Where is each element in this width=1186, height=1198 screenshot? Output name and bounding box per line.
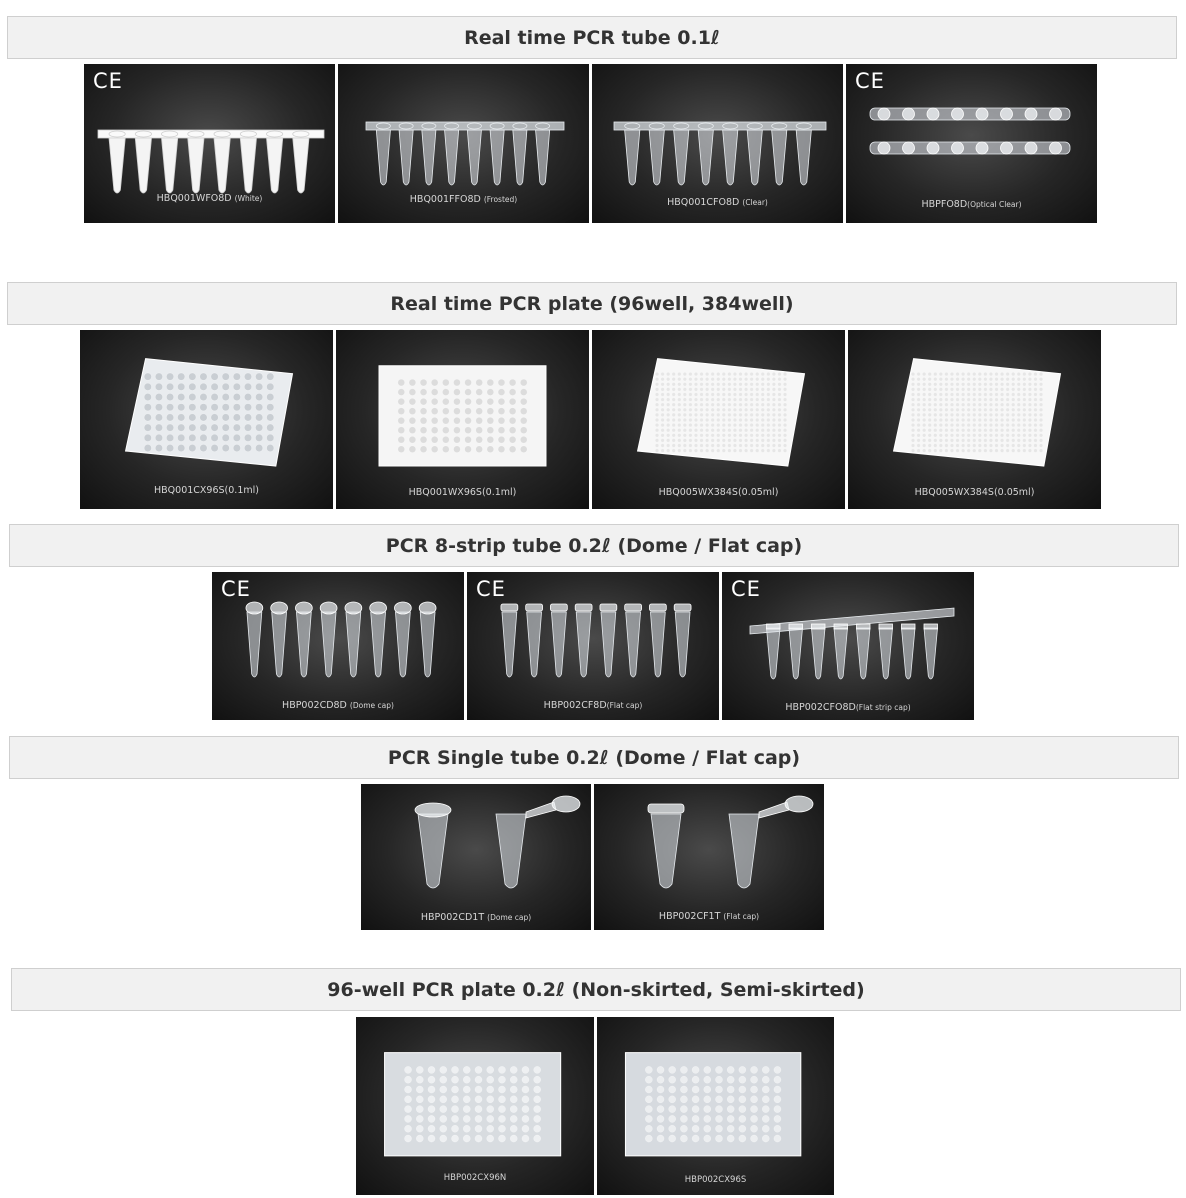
product-code: HBP002CD1T [420, 912, 485, 923]
white-384-well-plate-image [848, 330, 1101, 509]
product-caption [597, 1175, 834, 1185]
product-code: HBQ001WX96S [408, 487, 482, 498]
white-96-well-plate-image [336, 330, 589, 509]
product-tile-optical-cap-strips[interactable] [846, 64, 1097, 223]
product-tile-white-384-plate-a[interactable] [592, 330, 845, 509]
product-variant: (Flat strip cap) [855, 703, 911, 712]
product-caption [212, 700, 464, 711]
product-tile-white-96-plate[interactable] [336, 330, 589, 509]
product-code: HBQ005WX384S [914, 487, 994, 498]
product-tile-flat-cap-single[interactable] [594, 784, 824, 930]
flat-cap-single-tube-image [594, 784, 824, 930]
section-header-single-tube: PCR Single tube 0.2ℓ (Dome / Flat cap) [9, 736, 1179, 779]
product-variant: (Flat cap) [606, 701, 643, 710]
product-variant: (0.1ml) [481, 487, 517, 498]
non-skirted-96-well-plate-image [356, 1017, 594, 1195]
product-code: HBP002CF8D [543, 700, 607, 711]
section-header-96-well-plate: 96-well PCR plate 0.2ℓ (Non-skirted, Semi-skirted) [11, 968, 1181, 1011]
product-code: HBQ005WX384S [658, 487, 738, 498]
product-tile-flat-strip-cap[interactable] [722, 572, 974, 720]
ce-mark-icon: CE [476, 577, 506, 601]
product-caption [467, 700, 719, 711]
product-tile-dome-cap-strip[interactable] [212, 572, 464, 720]
product-caption [846, 199, 1097, 210]
ce-mark-icon: CE [221, 577, 251, 601]
product-variant: (0.1ml) [224, 485, 259, 496]
product-variant: (Dome cap) [349, 701, 394, 710]
product-caption [361, 912, 591, 923]
product-variant: (White) [234, 194, 263, 203]
product-caption [594, 911, 824, 922]
product-tile-frosted-strip-tube[interactable] [338, 64, 589, 223]
product-code: HBP002CD8D [282, 700, 347, 711]
product-tile-white-strip-tube[interactable] [84, 64, 335, 223]
product-variant: (Flat cap) [723, 912, 760, 921]
product-caption [356, 1173, 594, 1183]
ce-mark-icon: CE [731, 577, 761, 601]
product-variant: (0.05ml) [737, 487, 779, 498]
section-header-8-strip-tube: PCR 8-strip tube 0.2ℓ (Dome / Flat cap) [9, 524, 1179, 567]
product-tile-semi-skirted-plate[interactable] [597, 1017, 834, 1195]
product-variant: (0.05ml) [993, 487, 1035, 498]
product-caption [80, 485, 333, 496]
product-code: HBP002CX96S [684, 1175, 747, 1185]
section-header-realtime-pcr-tube: Real time PCR tube 0.1ℓ [7, 16, 1177, 59]
product-tile-white-384-plate-b[interactable] [848, 330, 1101, 509]
ce-mark-icon: CE [93, 69, 123, 93]
product-caption [722, 702, 974, 713]
product-code: HBPFO8D [921, 199, 968, 210]
product-tile-flat-cap-strip[interactable] [467, 572, 719, 720]
product-tile-clear-96-plate[interactable] [80, 330, 333, 509]
product-caption [848, 487, 1101, 498]
product-caption [336, 487, 589, 498]
product-caption [592, 487, 845, 498]
white-384-well-plate-image [592, 330, 845, 509]
product-tile-dome-cap-single[interactable] [361, 784, 591, 930]
semi-skirted-96-well-plate-image [597, 1017, 834, 1195]
product-variant: (Optical Clear) [967, 200, 1022, 209]
product-variant: (Dome cap) [487, 913, 532, 922]
product-code: HBQ001CFO8D [667, 197, 740, 208]
product-variant: (Clear) [742, 198, 768, 207]
product-variant: (Frosted) [483, 195, 518, 204]
product-caption [84, 193, 335, 204]
product-code: HBP002CFO8D [785, 702, 856, 713]
ce-mark-icon: CE [855, 69, 885, 93]
product-code: HBP002CX96N [443, 1173, 507, 1183]
section-header-realtime-pcr-plate: Real time PCR plate (96well, 384well) [7, 282, 1177, 325]
dome-cap-single-tube-image [361, 784, 591, 930]
product-code: HBQ001FFO8D [409, 194, 481, 205]
clear-96-well-plate-image [80, 330, 333, 509]
product-code: HBP002CF1T [658, 911, 721, 922]
product-tile-non-skirted-plate[interactable] [356, 1017, 594, 1195]
product-caption [592, 197, 843, 208]
product-tile-clear-strip-tube[interactable] [592, 64, 843, 223]
product-code: HBQ001WFO8D [156, 193, 232, 204]
product-code: HBQ001CX96S [154, 485, 225, 496]
product-caption [338, 194, 589, 205]
